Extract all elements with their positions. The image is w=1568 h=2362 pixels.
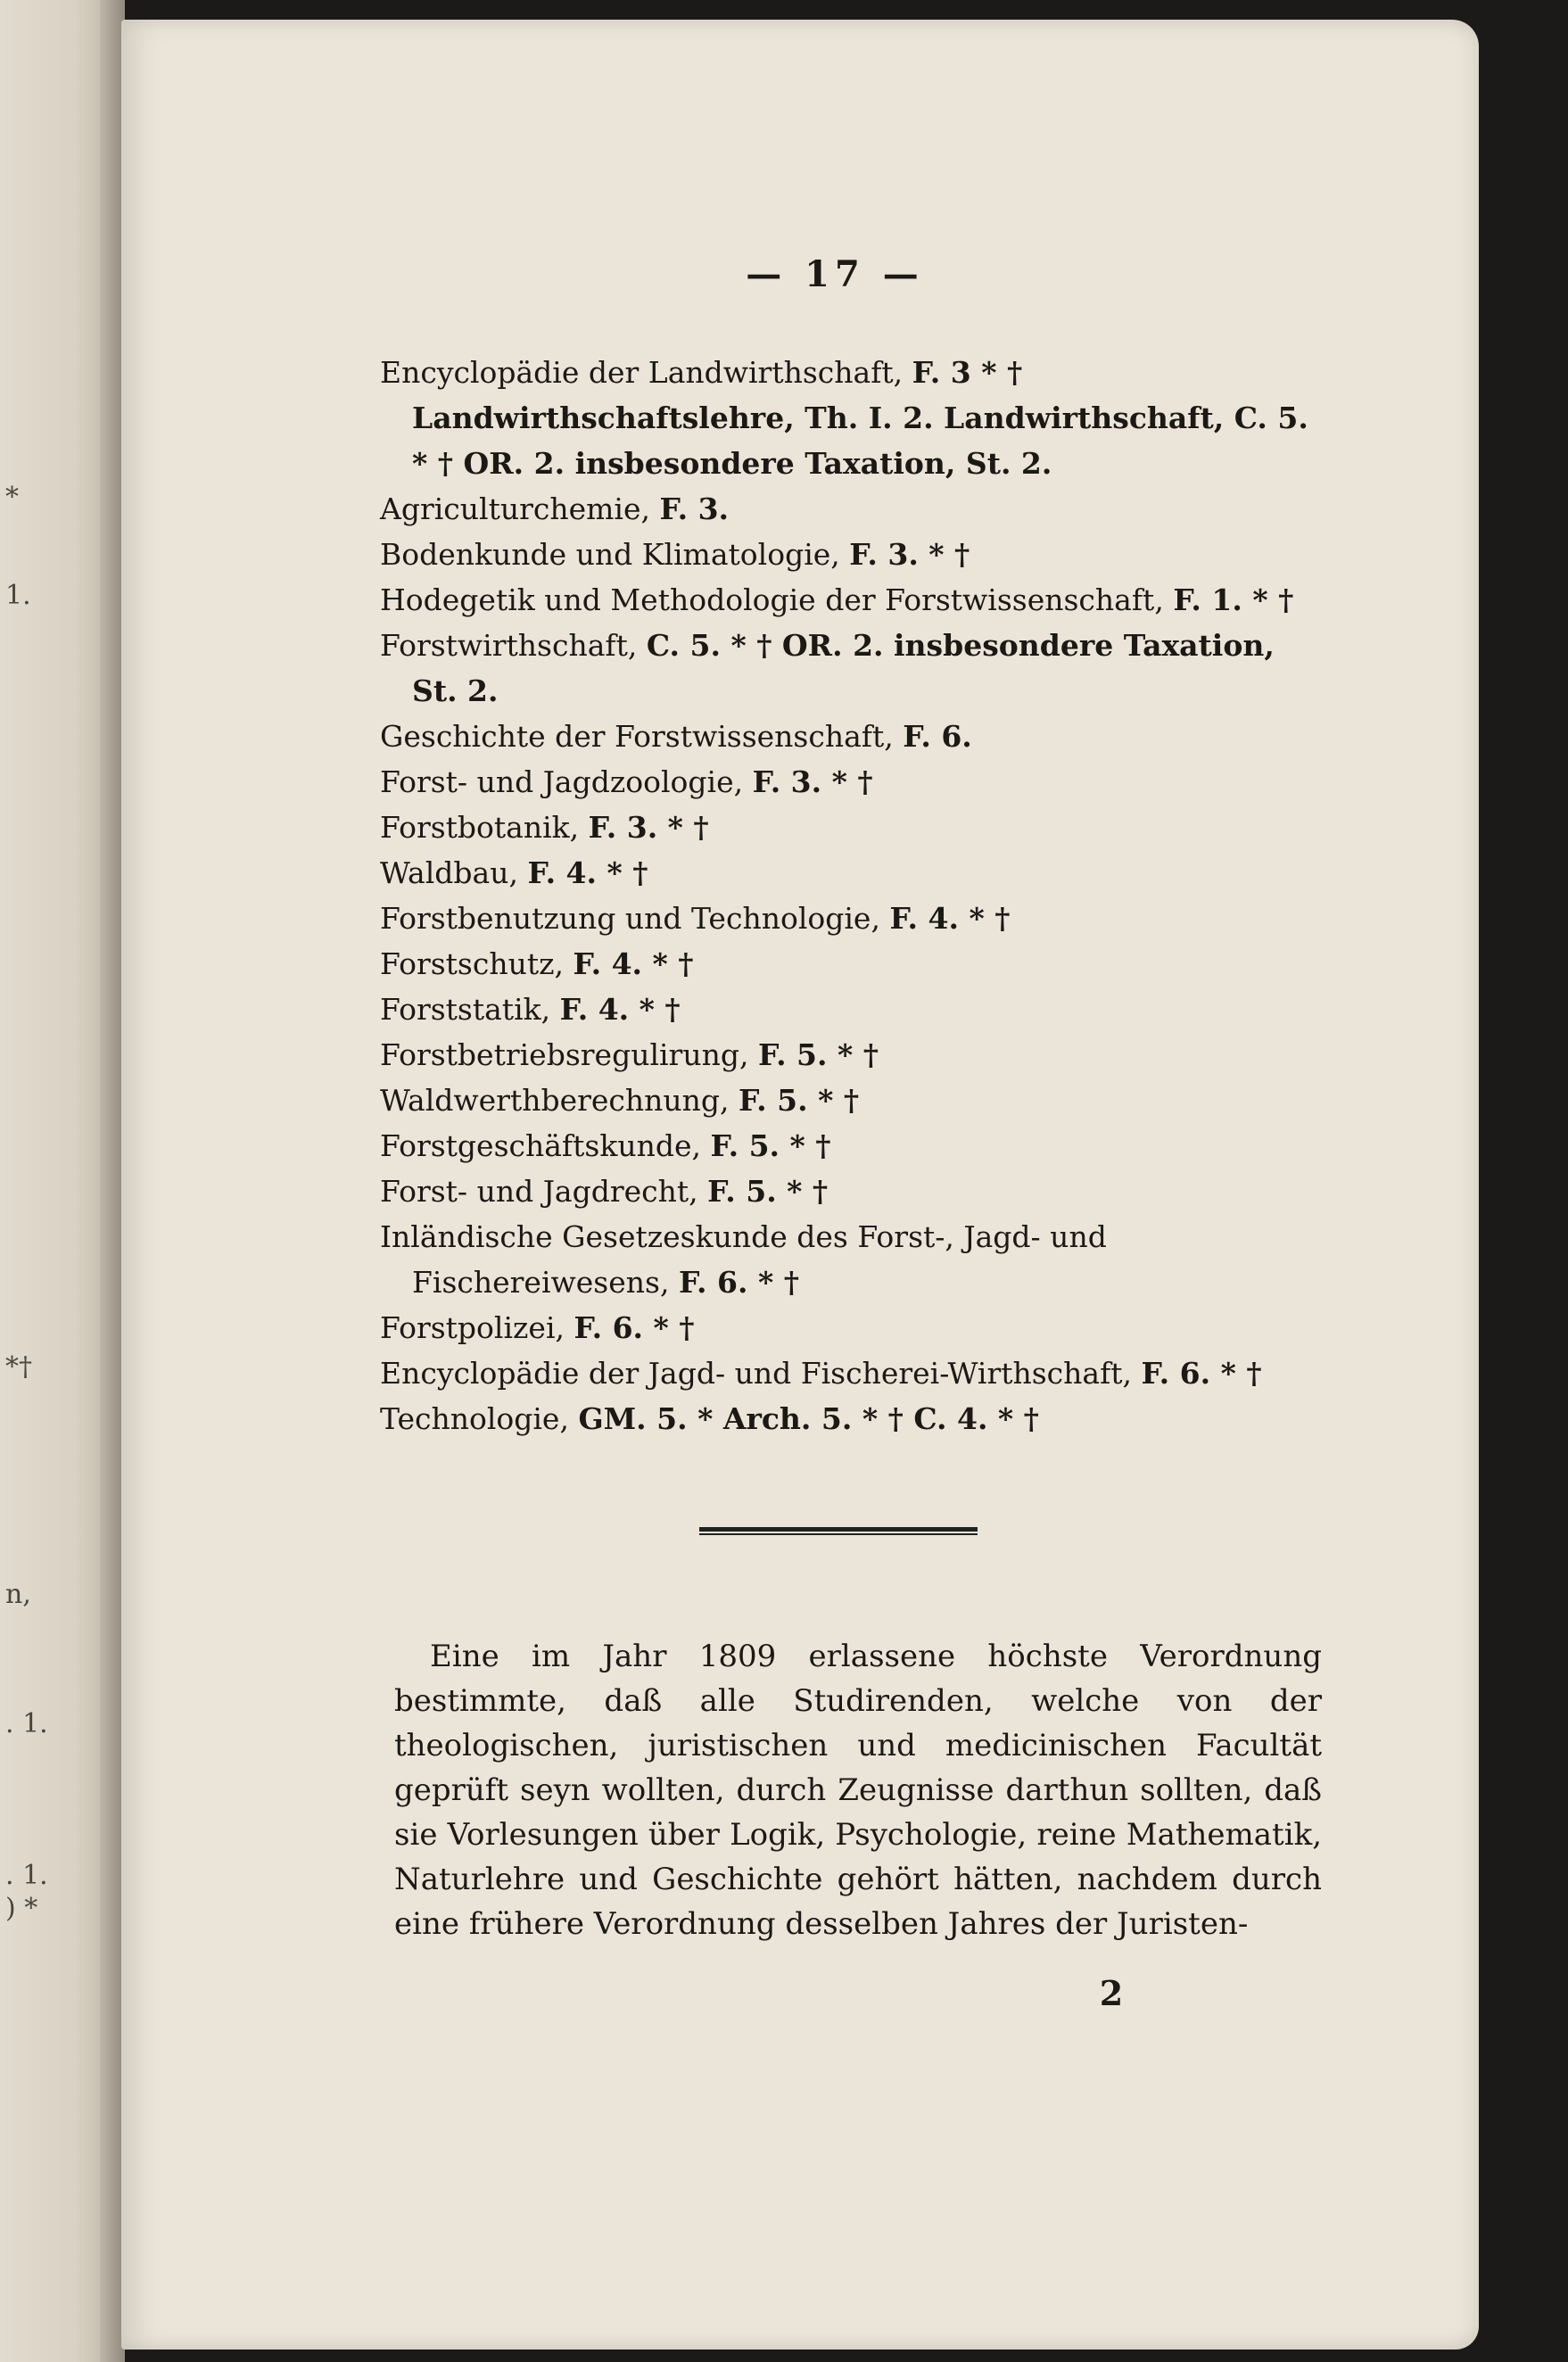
course-entry bbox=[380, 1305, 1325, 1350]
course-title: Forstgeschäftskunde, bbox=[380, 1128, 701, 1163]
course-list bbox=[380, 350, 1325, 1441]
course-codes: F. 3. * † bbox=[849, 537, 970, 572]
course-title: Waldwerthberechnung, bbox=[380, 1083, 730, 1118]
course-entry bbox=[380, 350, 1325, 486]
course-title: Bodenkunde und Klimatologie, bbox=[380, 537, 840, 572]
course-entry bbox=[380, 987, 1325, 1032]
course-entry bbox=[380, 577, 1325, 623]
course-codes: F. 6. bbox=[903, 719, 972, 754]
margin-note: . 1. bbox=[5, 1860, 48, 1891]
course-entry bbox=[380, 623, 1325, 714]
course-title: Waldbau, bbox=[380, 855, 518, 890]
course-codes: F. 3. * † bbox=[752, 764, 873, 799]
course-codes: F. 6. * † bbox=[574, 1310, 695, 1345]
course-title: Forst- und Jagdzoologie, bbox=[380, 764, 744, 799]
course-title: Forstbetriebsregulirung, bbox=[380, 1037, 749, 1072]
course-codes: F. 4. * † bbox=[527, 855, 648, 890]
course-title: Encyclopädie der Landwirthschaft, bbox=[380, 355, 904, 390]
course-entry bbox=[380, 1169, 1325, 1214]
course-title: Hodegetik und Methodologie der Forstwissenschaft, bbox=[380, 582, 1164, 617]
course-codes: F. 4. * † bbox=[573, 946, 694, 981]
course-title: Inländische Gesetzeskunde des Forst-, Jagd- und Fischereiwesens, bbox=[380, 1219, 1107, 1300]
book-page bbox=[121, 20, 1479, 2350]
course-title: Forstbenutzung und Technologie, bbox=[380, 901, 880, 936]
course-entry bbox=[380, 805, 1325, 850]
course-codes: F. 6. * † bbox=[1141, 1356, 1262, 1391]
margin-note: . 1. bbox=[5, 1708, 48, 1739]
course-title: Forstpolizei, bbox=[380, 1310, 565, 1345]
course-codes: F. 5. * † bbox=[757, 1037, 879, 1072]
course-entry bbox=[380, 1214, 1325, 1305]
course-codes: F. 5. * † bbox=[710, 1128, 831, 1163]
course-title: Forststatik, bbox=[380, 992, 551, 1027]
margin-note: n, bbox=[5, 1579, 31, 1610]
course-title: Forstwirthschaft, bbox=[380, 628, 638, 663]
course-title: Agriculturchemie, bbox=[380, 491, 650, 526]
course-codes: F. 4. * † bbox=[889, 901, 1011, 936]
course-entry bbox=[380, 1078, 1325, 1123]
course-codes: F. 6. * † bbox=[678, 1265, 799, 1300]
course-title: Forst- und Jagdrecht, bbox=[380, 1174, 698, 1209]
course-entry bbox=[380, 486, 1325, 532]
signature-mark: 2 bbox=[1099, 1973, 1124, 2013]
course-entry bbox=[380, 941, 1325, 987]
course-entry bbox=[380, 896, 1325, 941]
course-codes: C. 5. * † OR. 2. insbesondere Taxation, St. 2. bbox=[412, 628, 1275, 708]
margin-note: ) * bbox=[5, 1893, 38, 1924]
course-codes: F. 5. * † bbox=[739, 1083, 860, 1118]
course-codes: F. 4. * † bbox=[559, 992, 681, 1027]
body-paragraph: Eine im Jahr 1809 erlassene höchste Verordnung bestimmte, daß alle Studirenden, welche von der theologischen, juristischen und medicinischen Facultät geprüft seyn wollten, durch Zeugnisse darthun sollten, daß sie Vorlesungen über Logik, Psychologie, reine Mathematik, Naturlehre und Geschichte gehört hätten, nachdem durch eine frühere Verordnung desselben Jahres der Juristen- bbox=[394, 1639, 1322, 1942]
course-entry bbox=[380, 1032, 1325, 1078]
course-codes: F. 3 * † Landwirthschaftslehre, Th. I. 2. Landwirthschaft, C. 5. * † OR. 2. insbesondere Taxation, St. 2. bbox=[412, 355, 1308, 481]
course-codes: GM. 5. * Arch. 5. * † C. 4. * † bbox=[578, 1401, 1039, 1436]
margin-note: 1. bbox=[5, 580, 31, 611]
course-entry bbox=[380, 850, 1325, 896]
course-entry bbox=[380, 532, 1325, 577]
margin-note: * bbox=[5, 482, 19, 513]
course-entry bbox=[380, 1123, 1325, 1169]
course-title: Technologie, bbox=[380, 1401, 569, 1436]
course-codes: F. 3. bbox=[659, 491, 730, 526]
course-codes: F. 3. * † bbox=[588, 810, 709, 845]
page-number: — 17 — bbox=[746, 253, 924, 295]
course-title: Encyclopädie der Jagd- und Fischerei-Wirthschaft, bbox=[380, 1356, 1133, 1391]
section-divider bbox=[699, 1527, 978, 1535]
margin-note: *† bbox=[5, 1351, 32, 1383]
course-entry bbox=[380, 1350, 1325, 1396]
course-title: Forstbotanik, bbox=[380, 810, 580, 845]
course-codes: F. 1. * † bbox=[1173, 582, 1294, 617]
course-title: Geschichte der Forstwissenschaft, bbox=[380, 719, 894, 754]
course-codes: F. 5. * † bbox=[707, 1174, 829, 1209]
course-entry bbox=[380, 1396, 1325, 1441]
course-title: Forstschutz, bbox=[380, 946, 564, 981]
course-entry bbox=[380, 759, 1325, 805]
course-entry bbox=[380, 714, 1325, 759]
